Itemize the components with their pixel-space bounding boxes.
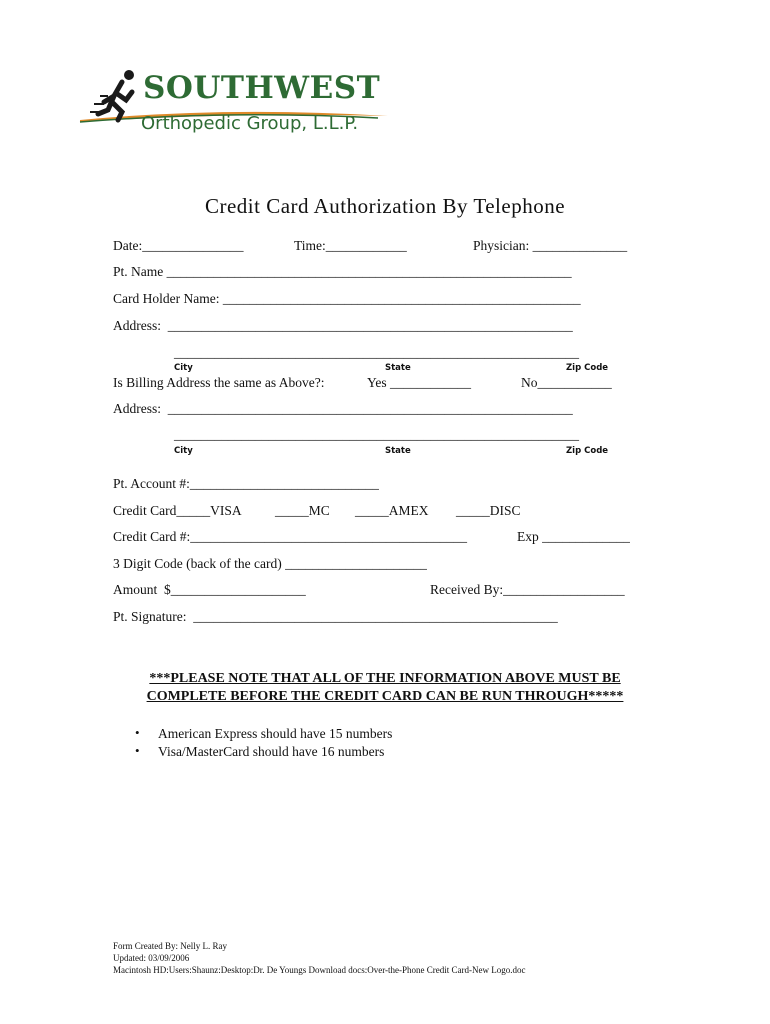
- logo-main-text: SOUTHWEST: [143, 70, 381, 106]
- card-type-mc[interactable]: _____MC: [275, 503, 330, 518]
- billing-address-field[interactable]: Address: ____________________________________________________________: [113, 401, 573, 416]
- patient-account-field[interactable]: Pt. Account #:____________________________: [113, 476, 379, 491]
- state-label: State: [385, 363, 411, 373]
- address-field[interactable]: Address: ____________________________________________________________: [113, 318, 573, 333]
- bullet-icon: •: [135, 743, 140, 758]
- billing-same-yes-field[interactable]: Yes ____________: [367, 375, 472, 390]
- bullet-amex: American Express should have 15 numbers: [158, 726, 393, 741]
- form-title: Credit Card Authorization By Telephone: [204, 194, 566, 218]
- bullet-icon: •: [135, 725, 140, 740]
- address-city-state-zip-line[interactable]: ____________________________________________________________: [174, 345, 579, 360]
- footer-created-by: Form Created By: Nelly L. Ray: [113, 941, 227, 951]
- billing-state-label: State: [385, 446, 411, 456]
- notice-line-2: COMPLETE BEFORE THE CREDIT CARD CAN BE RUN THROUGH*****: [146, 689, 624, 704]
- credit-card-number-field[interactable]: Credit Card #:_________________________________________: [113, 529, 467, 544]
- footer-file-path: Macintosh HD:Users:Shaunz:Desktop:Dr. De Youngs Download docs:Over-the-Phone Credit Card-New Logo.doc: [113, 965, 526, 975]
- date-field[interactable]: Date:_______________: [113, 238, 244, 253]
- card-holder-name-field[interactable]: Card Holder Name: _____________________________________________________: [113, 291, 581, 306]
- footer-updated: Updated: 03/09/2006: [113, 953, 190, 963]
- amount-field[interactable]: Amount $____________________: [113, 582, 306, 597]
- company-logo: [78, 66, 398, 146]
- billing-city-state-zip-line[interactable]: ____________________________________________________________: [174, 427, 579, 442]
- expiration-field[interactable]: Exp _____________: [517, 529, 630, 544]
- billing-same-no-field[interactable]: No___________: [521, 375, 612, 390]
- billing-city-label: City: [174, 446, 193, 456]
- city-label: City: [174, 363, 193, 373]
- zip-code-label: Zip Code: [566, 363, 609, 373]
- patient-signature-field[interactable]: Pt. Signature: ______________________________________________________: [113, 609, 558, 624]
- received-by-field[interactable]: Received By:__________________: [430, 582, 625, 597]
- bullet-visa-mc: Visa/MasterCard should have 16 numbers: [158, 744, 385, 759]
- card-type-visa[interactable]: Credit Card_____VISA: [113, 503, 242, 518]
- time-field[interactable]: Time:____________: [294, 238, 407, 253]
- billing-same-question: Is Billing Address the same as Above?:: [113, 375, 325, 390]
- card-type-disc[interactable]: _____DISC: [456, 503, 521, 518]
- billing-zip-code-label: Zip Code: [566, 446, 609, 456]
- logo-sub-text: Orthopedic Group, L.L.P.: [141, 113, 359, 134]
- card-type-amex[interactable]: _____AMEX: [355, 503, 429, 518]
- notice-line-1: ***PLEASE NOTE THAT ALL OF THE INFORMATION ABOVE MUST BE: [149, 671, 621, 686]
- physician-field[interactable]: Physician: ______________: [473, 238, 628, 253]
- security-code-field[interactable]: 3 Digit Code (back of the card) _____________________: [113, 556, 427, 571]
- patient-name-field[interactable]: Pt. Name ____________________________________________________________: [113, 264, 572, 279]
